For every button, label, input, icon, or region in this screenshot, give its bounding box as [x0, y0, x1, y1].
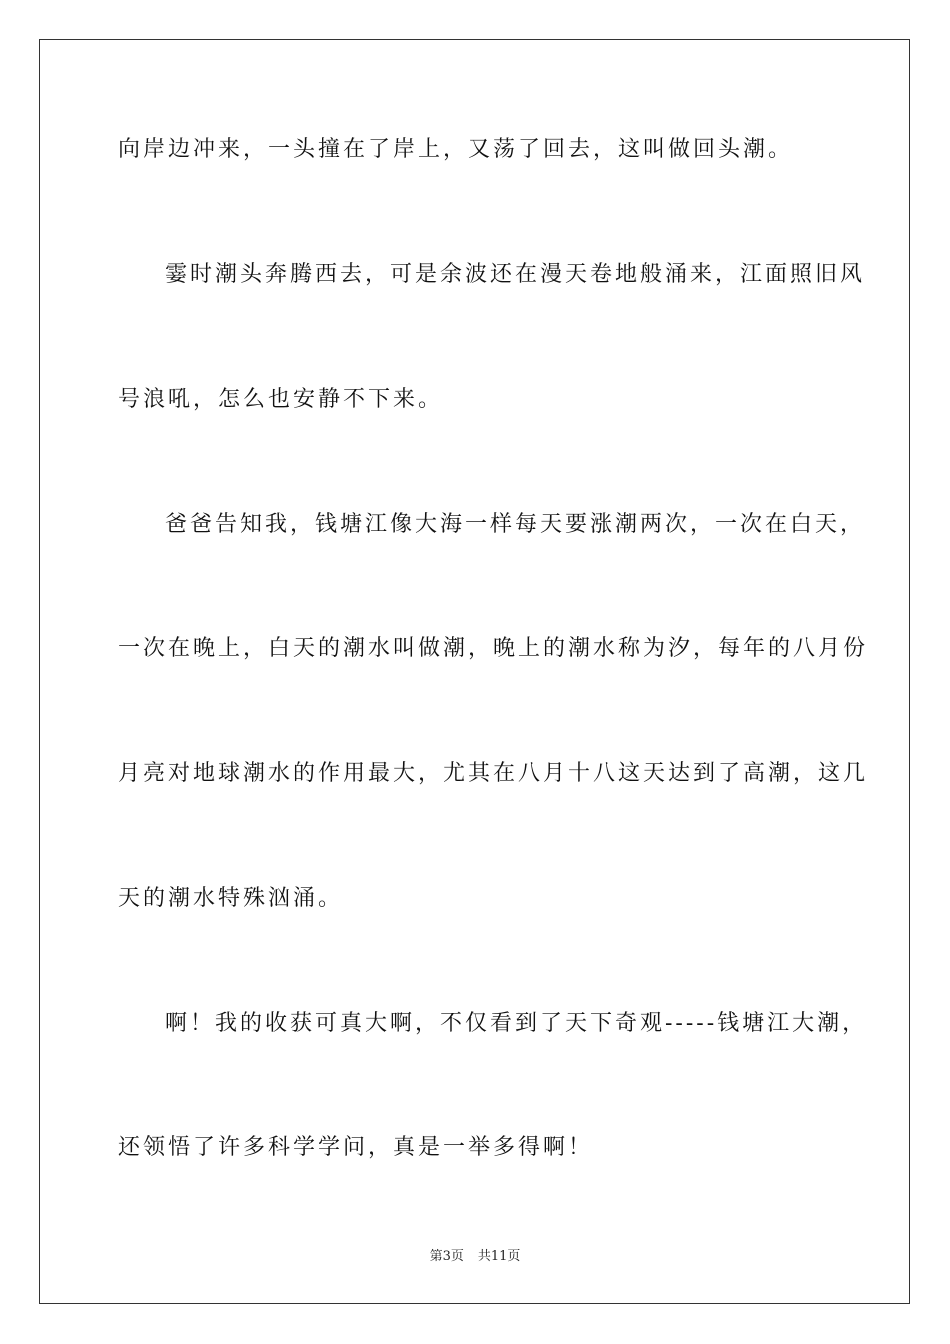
page-total: 共11页 [477, 1249, 521, 1264]
page-footer [0, 1248, 950, 1266]
text-line: 霎时潮头奔腾西去，可是余波还在漫天卷地般涌来，江面照旧风 [165, 262, 866, 287]
text-line: 一次在晚上，白天的潮水叫做潮，晚上的潮水称为汐，每年的八月份 [118, 636, 869, 661]
text-line: 天的潮水特殊汹涌。 [118, 886, 344, 911]
text-line: 向岸边冲来，一头撞在了岸上，又荡了回去，这叫做回头潮。 [118, 137, 794, 162]
text-line: 月亮对地球潮水的作用最大，尤其在八月十八这天达到了高潮，这几 [118, 761, 869, 786]
page-border [39, 39, 910, 1304]
text-line: 号浪吼，怎么也安静不下来。 [118, 387, 444, 412]
text-line: 啊！我的收获可真大啊，不仅看到了天下奇观-----钱塘江大潮， [165, 1011, 868, 1036]
text-line: 还领悟了许多科学学问，真是一举多得啊！ [118, 1135, 594, 1160]
text-line: 爸爸告知我，钱塘江像大海一样每天要涨潮两次，一次在白天， [165, 512, 866, 537]
page-number: 第3页 [429, 1249, 464, 1264]
